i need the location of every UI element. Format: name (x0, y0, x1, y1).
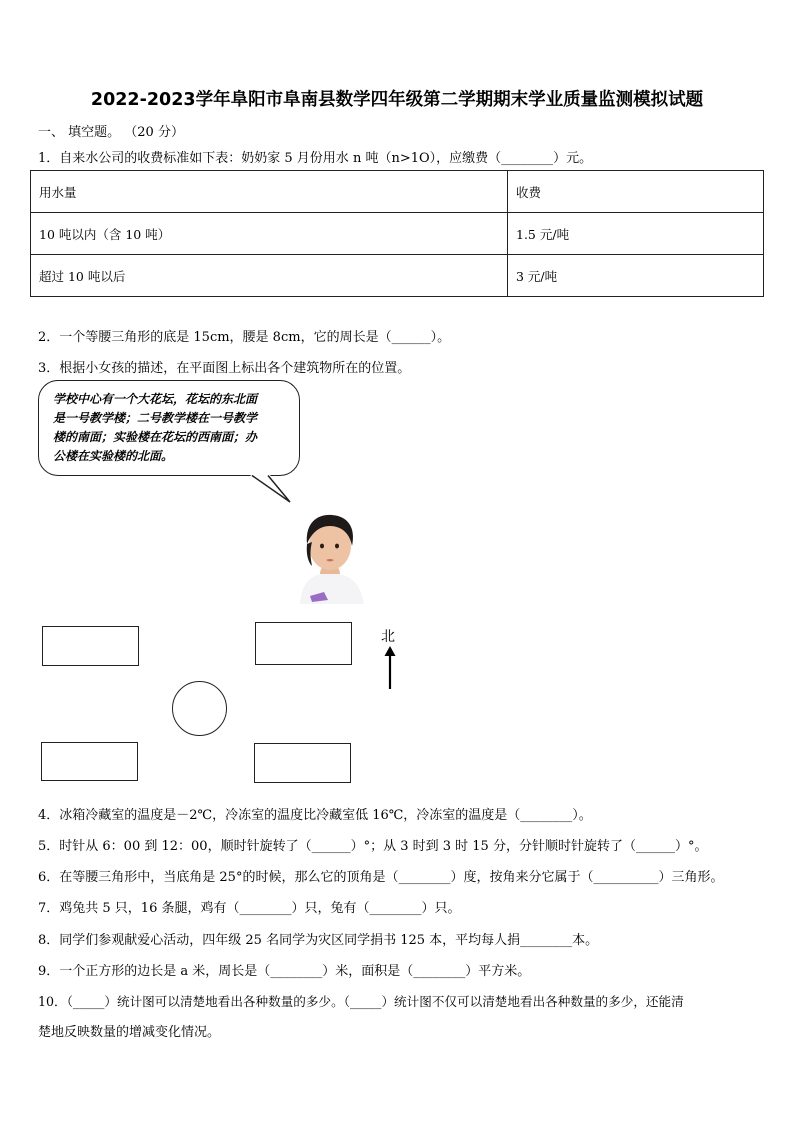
question-5: 5．时针从 6：00 到 12：00，顺时针旋转了（______）°；从 3 时到 3 时 15 分，分针顺时针旋转了（______）°。 (38, 839, 708, 854)
bubble-tail (250, 474, 300, 506)
fee-table (30, 170, 764, 297)
page-title: 2022-2023学年阜阳市阜南县数学四年级第二学期期末学业质量监测模拟试题 (90, 90, 704, 110)
question-8: 8．同学们参观献爱心活动，四年级 25 名同学为灾区同学捐书 125 本，平均每人捐________本。 (38, 933, 599, 948)
table-cell: 3 元/吨 (508, 255, 764, 297)
table-header-cell: 用水量 (31, 171, 508, 213)
question-7: 7．鸡兔共 5 只，16 条腿，鸡有（________）只，兔有（________）只。 (38, 901, 461, 916)
table-cell: 10 吨以内（含 10 吨） (31, 213, 508, 255)
bubble-line: 学校中心有一个大花坛，花坛的东北面 (53, 392, 258, 406)
question-6: 6．在等腰三角形中，当底角是 25°的时候，那么它的顶角是（________）度，按角来分它属于（__________）三角形。 (38, 870, 724, 885)
table-row (31, 171, 764, 213)
building-box-northwest[interactable] (42, 626, 139, 666)
north-label: 北 (381, 629, 395, 645)
section-heading: 一、 填空题。 （20 分） (38, 125, 184, 140)
speech-bubble (38, 380, 300, 476)
table-cell: 超过 10 吨以后 (31, 255, 508, 297)
question-10-continued: 楚地反映数量的增减变化情况。 (38, 1025, 221, 1040)
flower-bed-circle (172, 681, 227, 736)
question-9: 9．一个正方形的边长是 a 米，周长是（________）米，面积是（________）平方米。 (38, 964, 531, 979)
building-box-northeast[interactable] (255, 622, 352, 665)
question-10: 10．（_____）统计图可以清楚地看出各种数量的多少。（_____）统计图不仅可以清楚地看出各种数量的多少，还能清 (38, 994, 684, 1009)
building-box-southwest[interactable] (41, 742, 138, 781)
table-row (31, 255, 764, 297)
girl-illustration (290, 510, 370, 604)
table-header-cell: 收费 (508, 171, 764, 213)
table-row (31, 213, 764, 255)
question-2: 2．一个等腰三角形的底是 15cm，腰是 8cm，它的周长是（______）。 (38, 330, 451, 345)
north-arrow-icon (382, 646, 398, 690)
building-box-southeast[interactable] (254, 743, 351, 783)
bubble-line: 公楼在实验楼的北面。 (53, 449, 174, 463)
table-cell: 1.5 元/吨 (508, 213, 764, 255)
question-3: 3．根据小女孩的描述，在平面图上标出各个建筑物所在的位置。 (38, 361, 411, 376)
bubble-line: 是一号教学楼；二号教学楼在一号教学 (53, 411, 258, 425)
question-4: 4．冰箱冷藏室的温度是－2℃，冷冻室的温度比冷藏室低 16℃，冷冻室的温度是（________）。 (38, 808, 592, 823)
bubble-line: 楼的南面；实验楼在花坛的西南面；办 (53, 430, 258, 444)
question-1: 1．自来水公司的收费标准如下表：奶奶家 5 月份用水 n 吨（n>1O），应缴费（________）元。 (38, 151, 593, 166)
